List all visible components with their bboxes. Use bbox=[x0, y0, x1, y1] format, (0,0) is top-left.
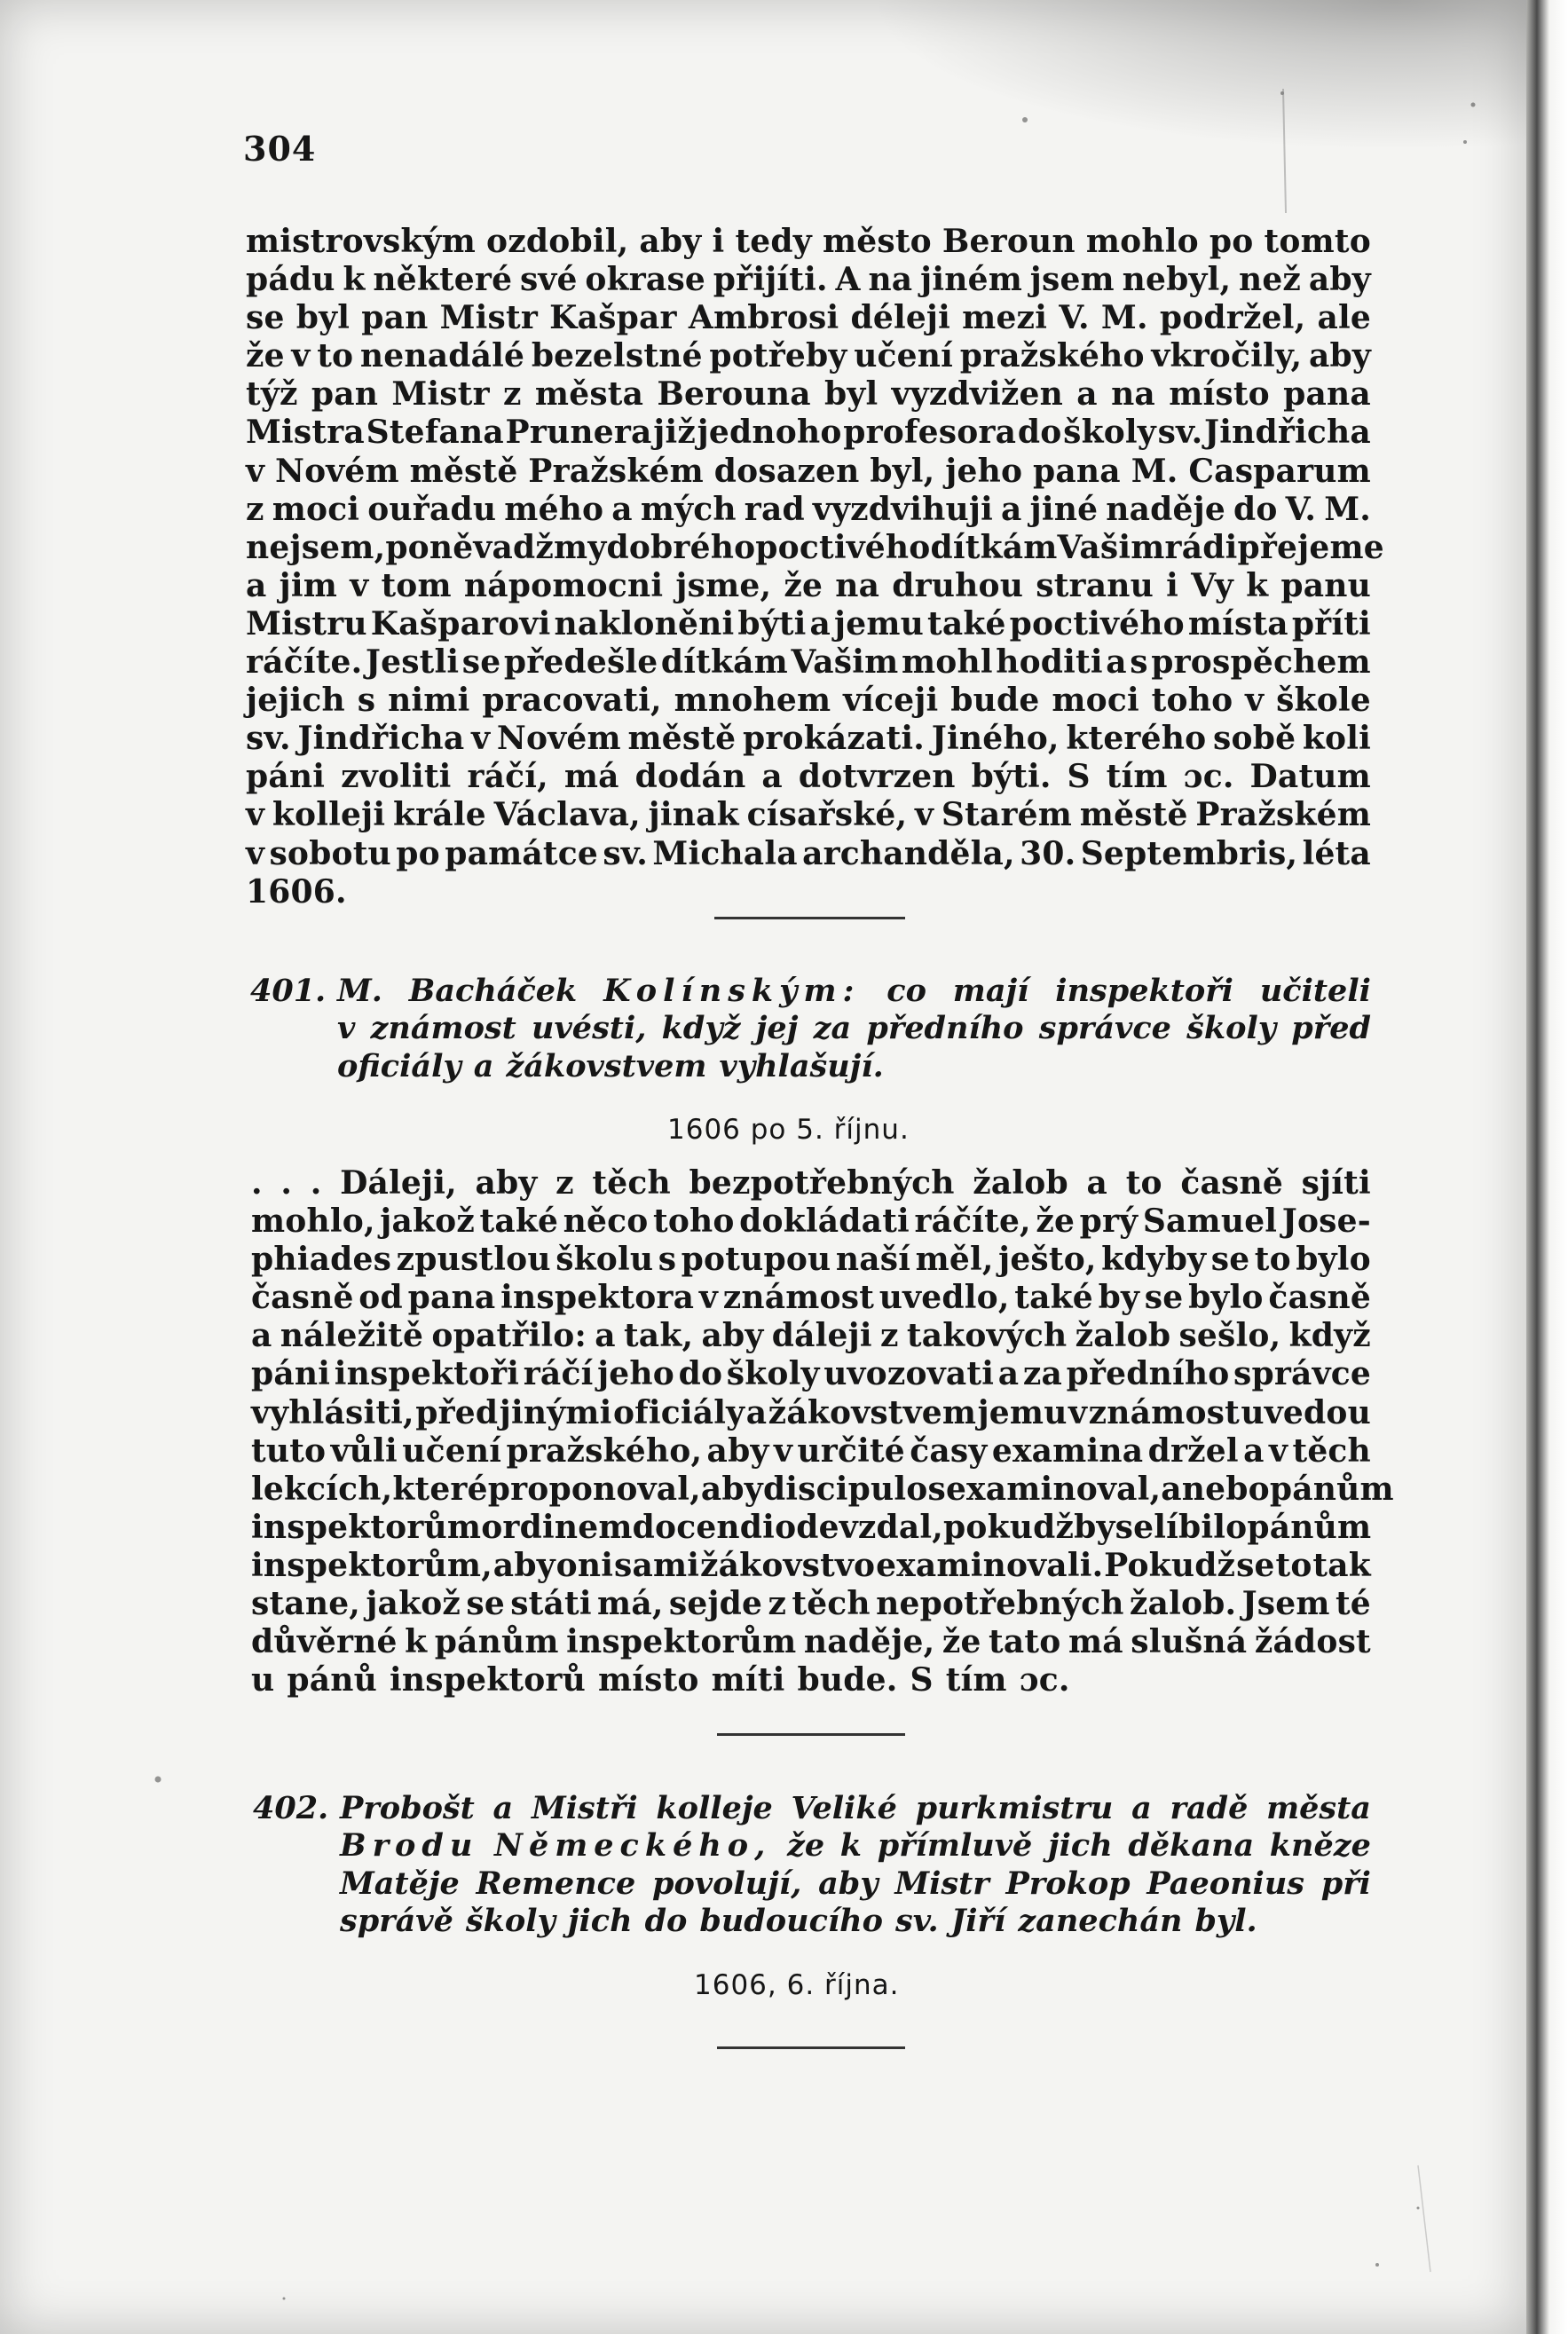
document-heading-401 bbox=[250, 973, 1371, 1085]
document-number: 401. bbox=[250, 973, 327, 1009]
text-line: phiades zpustlou školu s potupou naší měl, ješto, kdyby se to bylo bbox=[251, 1241, 1371, 1279]
text-line: inspektorům, aby oni sami žákovstvo examinovali. Pokudž se to tak bbox=[251, 1546, 1371, 1584]
text-line: stane, jakož se státi má, sejde z těch nepotřebných žalob. Jsem té bbox=[251, 1585, 1371, 1623]
text-line: Mistra Stefana Prunera již jednoho profesora do školy sv. Jindřicha bbox=[246, 414, 1371, 452]
text-line: mohlo, jakož také něco toho dokládati ráčíte, že prý Samuel Jose- bbox=[251, 1202, 1371, 1241]
text-line: Mistru Kašparovi nakloněni býti a jemu také poctivého místa příti bbox=[246, 604, 1371, 643]
text-line: tuto vůli učení pražského, aby v určité časy examina držel a v těch bbox=[251, 1431, 1371, 1470]
separator-rule bbox=[714, 917, 905, 919]
text-line: pádu k některé své okrase přijíti. A na jiném jsem nebyl, než aby bbox=[246, 261, 1371, 299]
text-line: . . . Dáleji, aby z těch bezpotřebných žalob a to časně sjíti bbox=[251, 1164, 1371, 1202]
heading-line: Probošt a Mistři kolleje Veliké purkmistru a radě města bbox=[340, 1790, 1371, 1826]
text-line: páni inspektoři ráčí jeho do školy uvozovati a za předního správce bbox=[251, 1355, 1371, 1393]
text-line: nejsem, poněvadž my dobrého poctivého dítkám Vašim rádi přejeme bbox=[246, 528, 1384, 566]
text-line: jejich s nimi pracovati, mnohem víceji bude moci toho v škole bbox=[246, 682, 1371, 720]
text-line: inspektorům ordinem docendi odevzdal, pokudž by se líbilo pánům bbox=[251, 1508, 1372, 1546]
text-line: se byl pan Mistr Kašpar Ambrosi déleji mezi V. M. podržel, ale bbox=[246, 299, 1371, 337]
text-line: páni zvoliti ráčí, má dodán a dotvrzen býti. S tím ɔc. Datum bbox=[246, 758, 1371, 796]
heading-line: oficiály a žákovstvem vyhlašují. bbox=[337, 1047, 884, 1084]
heading-line: v známost uvésti, když jej za předního správce školy před bbox=[337, 1010, 1371, 1047]
text-line: sv. Jindřicha v Novém městě prokázati. Jiného, kterého sobě koli bbox=[246, 720, 1371, 758]
document-heading-402 bbox=[253, 1790, 1371, 1940]
text-line: v kolleji krále Václava, jinak císařské, v Starém městě Pražském bbox=[246, 796, 1371, 834]
text-line: 1606. bbox=[246, 872, 347, 911]
text-line: že v to nenadálé bezelstné potřeby učení pražského vkročily, aby bbox=[246, 337, 1371, 375]
page-edge bbox=[1526, 0, 1568, 2334]
text-line: vyhlásiti, před jinými oficiály a žákovstvem jemu v známost uvedou bbox=[251, 1393, 1371, 1431]
document-text-401 bbox=[251, 1164, 1394, 1699]
document-number: 402. bbox=[253, 1790, 329, 1826]
heading-line: správě školy jich do budoucího sv. Jiří zanechán byl. bbox=[340, 1902, 1257, 1939]
text-line: a náležitě opatřilo: a tak, aby dáleji z takových žalob sešlo, když bbox=[251, 1317, 1371, 1355]
text-line: v sobotu po památce sv. Michala archanděla, 30. Septembris, léta bbox=[246, 834, 1371, 872]
text-line: časně od pana inspektora v známost uvedlo, také by se bylo časně bbox=[251, 1279, 1371, 1317]
text-line: v Novém městě Pražském dosazen byl, jeho pana M. Casparum bbox=[246, 452, 1371, 490]
text-line: mistrovským ozdobil, aby i tedy město Beroun mohlo po tomto bbox=[246, 223, 1371, 260]
separator-rule bbox=[717, 2046, 905, 2049]
document-date: 1606 po 5. říjnu. bbox=[667, 1114, 910, 1146]
separator-rule bbox=[717, 1733, 905, 1736]
text-line: důvěrné k pánům inspektorům naděje, že tato má slušná žádost bbox=[251, 1623, 1371, 1661]
scan-shadow bbox=[870, 0, 1526, 151]
document-date: 1606, 6. října. bbox=[694, 1969, 900, 2001]
text-line: z moci ouřadu mého a mých rad vyzdvihuji a jiné naděje do V. M. bbox=[246, 490, 1371, 528]
page-number: 304 bbox=[243, 129, 317, 169]
heading-line: M. Bacháček Kolínským: co mají inspektoři učiteli bbox=[337, 973, 1371, 1009]
text-line: a jim v tom nápomocni jsme, že na druhou stranu i Vy k panu bbox=[246, 566, 1371, 604]
heading-line: Matěje Remence povolují, aby Mistr Prokop Paeonius při bbox=[340, 1865, 1371, 1902]
text-line: týž pan Mistr z města Berouna byl vyzdvižen a na místo pana bbox=[246, 375, 1371, 414]
text-line: ráčíte. Jestli se předešle dítkám Vašim mohl hoditi a s prospěchem bbox=[246, 643, 1371, 682]
heading-line: Brodu Německého, že k přímluvě jich děkana kněze bbox=[340, 1827, 1371, 1865]
text-line: lekcích, které proponoval, aby discipulos examinoval, anebo pánům bbox=[251, 1470, 1394, 1508]
text-line: u pánů inspektorů místo míti bude. S tím ɔc. bbox=[251, 1661, 1070, 1699]
letter-text bbox=[246, 223, 1384, 911]
